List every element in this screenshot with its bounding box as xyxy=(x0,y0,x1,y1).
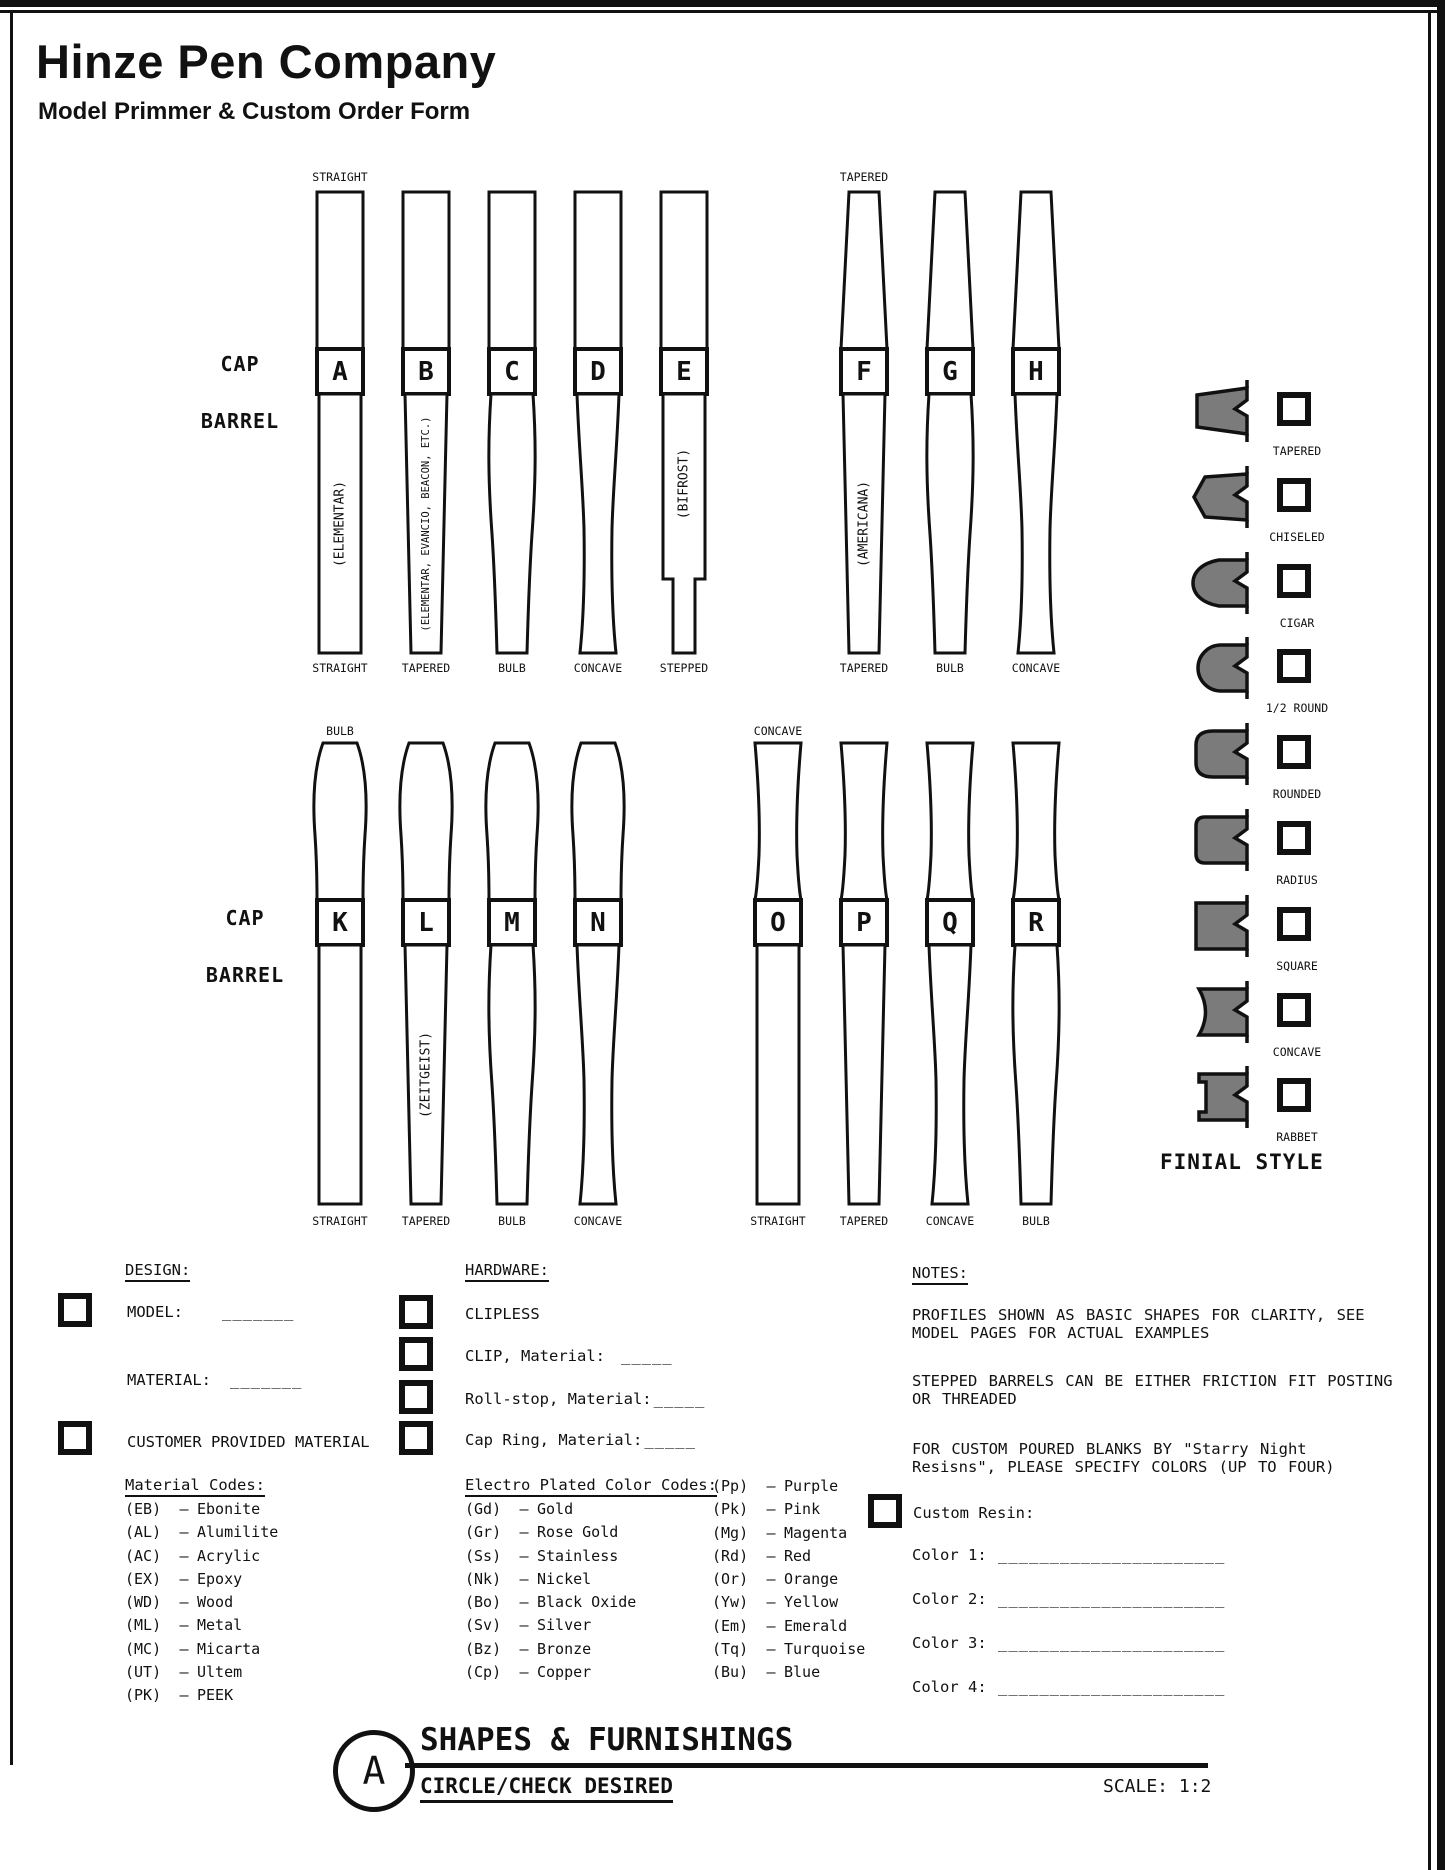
pen-R[interactable] xyxy=(1006,740,1066,1210)
finial-shape-square-icon xyxy=(1189,895,1253,957)
pen-G[interactable] xyxy=(920,189,980,659)
pen-letter: H xyxy=(1028,357,1044,387)
pen-letter: D xyxy=(590,357,606,387)
barrel-style-label: CONCAVE xyxy=(925,1214,975,1228)
svg-text:(ZEITGEIST): (ZEITGEIST) xyxy=(418,1031,434,1119)
plating-code-row: (Bz) – Bronze xyxy=(465,1639,592,1658)
pen-O[interactable] xyxy=(748,740,808,1210)
barrel-style-label: BULB xyxy=(498,1214,526,1228)
note-stepped-barrels: STEPPED BARRELS CAN BE EITHER FRICTION FIT POSTING OR THREADED xyxy=(912,1372,1393,1408)
color-label-1: Color 1: xyxy=(912,1546,987,1564)
finial-checkbox-concave[interactable] xyxy=(1277,993,1311,1027)
barrel-style-label: STRAIGHT xyxy=(312,661,368,675)
pen-H[interactable] xyxy=(1006,189,1066,659)
hardware-checkbox-0[interactable] xyxy=(399,1295,433,1329)
pen-letter: G xyxy=(942,357,958,387)
pen-letter: B xyxy=(418,357,434,387)
page-title: Hinze Pen Company xyxy=(36,35,497,88)
finial-shape-rounded-icon xyxy=(1189,723,1253,785)
hardware-item-label: Cap Ring, Material: _____ xyxy=(465,1431,696,1449)
plating-code-row: (Sv) – Silver xyxy=(465,1616,592,1635)
row1-barrel-label: BARREL xyxy=(200,409,280,433)
plating-code-row: (Tq) – Turquoise xyxy=(712,1640,866,1659)
customer-material-checkbox[interactable] xyxy=(58,1421,92,1455)
finial-shape-radius-icon xyxy=(1189,809,1253,871)
color-label-4: Color 4: xyxy=(912,1678,987,1696)
pen-C[interactable] xyxy=(482,189,542,659)
material-label: MATERIAL: xyxy=(127,1371,211,1389)
plating-code-row: (Or) – Orange xyxy=(712,1570,839,1589)
note-custom-blanks: FOR CUSTOM POURED BLANKS BY "Starry Night Resisns", PLEASE SPECIFY COLORS (UP TO FOUR) xyxy=(912,1440,1335,1476)
model-label: MODEL: xyxy=(127,1303,183,1321)
titleblock-title: SHAPES & FURNISHINGS xyxy=(420,1722,794,1758)
hardware-item-label: CLIP, Material: _____ xyxy=(465,1347,673,1365)
plating-codes-col1 xyxy=(465,1498,636,1684)
finial-style-label: CHISELED xyxy=(1269,529,1325,544)
pen-L[interactable] xyxy=(396,740,456,1210)
plating-code-row: (Em) – Emerald xyxy=(712,1616,848,1635)
row2-cap-label: CAP xyxy=(225,906,265,930)
page-subtitle: Model Primmer & Custom Order Form xyxy=(38,98,471,125)
plating-code-row: (Pk) – Pink xyxy=(712,1500,821,1519)
pen-letter: F xyxy=(856,357,872,387)
plating-code-row: (Pp) – Purple xyxy=(712,1477,839,1495)
titleblock-subtitle: CIRCLE/CHECK DESIRED xyxy=(420,1774,673,1803)
material-code-row: (AL) – Alumilite xyxy=(125,1523,279,1542)
finial-style-label: RABBET xyxy=(1276,1130,1318,1145)
plating-code-row: (Nk) – Nickel xyxy=(465,1569,592,1588)
finial-checkbox-rounded[interactable] xyxy=(1277,735,1311,769)
finial-shape-cigar-icon xyxy=(1189,552,1253,614)
barrel-style-label: TAPERED xyxy=(401,1214,451,1228)
notes-heading: NOTES: xyxy=(912,1264,968,1285)
finial-style-label: CONCAVE xyxy=(1272,1044,1322,1059)
model-checkbox[interactable] xyxy=(58,1293,92,1327)
color-field-1[interactable]: ______________________ xyxy=(998,1546,1226,1564)
pen-B[interactable] xyxy=(396,189,456,659)
hardware-material-field[interactable]: _____ xyxy=(620,1347,673,1365)
cap-style-label: CONCAVE xyxy=(753,724,803,738)
finial-style-label: ROUNDED xyxy=(1272,787,1322,802)
barrel-style-label: STEPPED xyxy=(659,661,709,675)
plating-code-row: (Yw) – Yellow xyxy=(712,1593,839,1612)
color-field-2[interactable]: ______________________ xyxy=(998,1590,1226,1608)
cap-style-label: BULB xyxy=(326,724,354,738)
finial-checkbox-halfround[interactable] xyxy=(1277,649,1311,683)
barrel-style-label: BULB xyxy=(1022,1214,1050,1228)
plating-code-row: (Ss) – Stainless xyxy=(465,1546,619,1565)
detail-circle xyxy=(333,1730,415,1812)
plating-code-row: (Bu) – Blue xyxy=(712,1663,821,1682)
material-codes-heading: Material Codes: xyxy=(125,1476,265,1497)
row1-cap-label: CAP xyxy=(220,352,260,376)
pen-letter: M xyxy=(504,908,520,938)
pen-letter: Q xyxy=(942,908,958,938)
material-code-row: (MC) – Micarta xyxy=(125,1639,261,1658)
pen-letter: O xyxy=(770,908,786,938)
finial-style-label: RADIUS xyxy=(1276,873,1318,887)
barrel-style-label: CONCAVE xyxy=(573,1214,623,1228)
pen-Q[interactable] xyxy=(920,740,980,1210)
barrel-style-label: TAPERED xyxy=(401,661,451,675)
pen-letter: C xyxy=(504,357,520,387)
note-profiles: PROFILES SHOWN AS BASIC SHAPES FOR CLARITY, SEE MODEL PAGES FOR ACTUAL EXAMPLES xyxy=(912,1306,1365,1342)
barrel-style-label: STRAIGHT xyxy=(750,1214,806,1228)
row2-barrel-label: BARREL xyxy=(205,963,285,987)
hardware-item-label: CLIPLESS xyxy=(465,1305,540,1323)
barrel-style-label: BULB xyxy=(498,661,526,675)
model-field[interactable]: _______ xyxy=(222,1303,295,1321)
plating-code-row: (Rd) – Red xyxy=(712,1546,812,1565)
hardware-checkbox-3[interactable] xyxy=(399,1421,433,1455)
pen-F[interactable] xyxy=(834,189,894,659)
finial-shape-tapered-icon xyxy=(1189,380,1253,442)
pen-letter: K xyxy=(332,908,348,938)
pen-N[interactable] xyxy=(568,740,628,1210)
custom-resin-checkbox[interactable] xyxy=(868,1494,902,1528)
finial-style-label: SQUARE xyxy=(1276,958,1318,973)
color-label-3: Color 3: xyxy=(912,1634,987,1652)
pen-letter: R xyxy=(1028,908,1044,938)
svg-text:(BIFROST): (BIFROST) xyxy=(676,448,692,520)
finial-shape-chiseled-icon xyxy=(1189,466,1253,528)
scale-note: SCALE: 1:2 xyxy=(1103,1776,1212,1797)
pen-letter: L xyxy=(418,908,434,938)
svg-text:(AMERICANA): (AMERICANA) xyxy=(856,480,872,568)
finial-checkbox-square[interactable] xyxy=(1277,907,1311,941)
plating-code-row: (Mg) – Magenta xyxy=(712,1523,848,1542)
material-field[interactable]: _______ xyxy=(230,1371,303,1389)
hardware-material-field[interactable]: _____ xyxy=(653,1390,706,1408)
material-codes-list xyxy=(125,1498,278,1708)
page-border-top-outer xyxy=(0,0,1445,7)
hardware-material-field[interactable]: _____ xyxy=(644,1431,696,1449)
finial-checkbox-tapered[interactable] xyxy=(1277,392,1311,426)
finial-shape-rabbet-icon xyxy=(1189,1066,1253,1128)
barrel-style-label: TAPERED xyxy=(839,1214,889,1228)
finial-checkbox-rabbet[interactable] xyxy=(1277,1078,1311,1112)
finial-checkbox-radius[interactable] xyxy=(1277,821,1311,855)
hardware-checkbox-1[interactable] xyxy=(399,1337,433,1371)
titleblock-line xyxy=(405,1763,1208,1768)
finial-shape-halfround-icon xyxy=(1189,637,1253,699)
custom-resin-label: Custom Resin: xyxy=(913,1504,1035,1522)
pen-K[interactable] xyxy=(310,740,370,1210)
pen-D[interactable] xyxy=(568,189,628,659)
finial-style-label: TAPERED xyxy=(1272,444,1322,458)
barrel-style-label: STRAIGHT xyxy=(312,1214,368,1228)
detail-letter: A xyxy=(362,1749,386,1793)
material-code-row: (UT) – Ultem xyxy=(125,1663,243,1682)
pen-letter: A xyxy=(332,357,348,387)
material-code-row: (EX) – Epoxy xyxy=(125,1569,243,1588)
cap-style-label: STRAIGHT xyxy=(312,170,368,184)
color-field-3[interactable]: ______________________ xyxy=(998,1634,1226,1652)
svg-text:(ELEMENTAR, EVANCIO, BEACON, E: (ELEMENTAR, EVANCIO, BEACON, ETC.) xyxy=(420,416,432,632)
material-code-row: (ML) – Metal xyxy=(125,1616,243,1635)
barrel-style-label: CONCAVE xyxy=(573,661,623,675)
color-label-2: Color 2: xyxy=(912,1590,987,1608)
finial-style-label: 1/2 ROUND xyxy=(1265,701,1329,716)
hardware-item-label: Roll-stop, Material: _____ xyxy=(465,1390,706,1408)
page-border-right-outer xyxy=(1437,0,1445,1870)
barrel-style-label: TAPERED xyxy=(839,661,889,675)
pen-A[interactable] xyxy=(310,189,370,659)
finial-style-title: FINIAL STYLE xyxy=(1160,1150,1324,1174)
pen-letter: E xyxy=(676,357,692,387)
page-border-left xyxy=(10,10,13,1765)
material-code-row: (PK) – PEEK xyxy=(125,1686,234,1705)
pen-E[interactable] xyxy=(654,189,714,659)
material-code-row: (EB) – Ebonite xyxy=(125,1500,261,1518)
material-code-row: (WD) – Wood xyxy=(125,1593,234,1612)
plating-code-row: (Gd) – Gold xyxy=(465,1500,574,1518)
design-heading: DESIGN: xyxy=(125,1261,190,1282)
finial-checkbox-cigar[interactable] xyxy=(1277,564,1311,598)
cap-style-label: TAPERED xyxy=(839,170,889,184)
plating-codes-col2 xyxy=(712,1475,865,1685)
hardware-heading: HARDWARE: xyxy=(465,1261,549,1282)
finial-shape-concave-icon xyxy=(1189,981,1253,1043)
color-field-4[interactable]: ______________________ xyxy=(998,1678,1226,1696)
customer-material-label: CUSTOMER PROVIDED MATERIAL xyxy=(127,1433,370,1451)
page-border-right-inner xyxy=(1428,10,1431,1870)
barrel-style-label: BULB xyxy=(936,661,964,675)
barrel-style-label: CONCAVE xyxy=(1011,661,1061,675)
page-border-top-inner xyxy=(0,10,1445,13)
plating-code-row: (Cp) – Copper xyxy=(465,1663,592,1682)
pen-letter: P xyxy=(856,908,872,938)
material-code-row: (AC) – Acrylic xyxy=(125,1546,261,1565)
pen-M[interactable] xyxy=(482,740,542,1210)
svg-text:(ELEMENTAR): (ELEMENTAR) xyxy=(332,480,348,568)
plating-codes-heading: Electro Plated Color Codes: xyxy=(465,1476,717,1497)
pen-letter: N xyxy=(590,908,606,938)
plating-code-row: (Gr) – Rose Gold xyxy=(465,1523,619,1542)
finial-style-label: CIGAR xyxy=(1279,615,1315,630)
finial-checkbox-chiseled[interactable] xyxy=(1277,478,1311,512)
pen-P[interactable] xyxy=(834,740,894,1210)
plating-code-row: (Bo) – Black Oxide xyxy=(465,1593,637,1612)
hardware-checkbox-2[interactable] xyxy=(399,1380,433,1414)
